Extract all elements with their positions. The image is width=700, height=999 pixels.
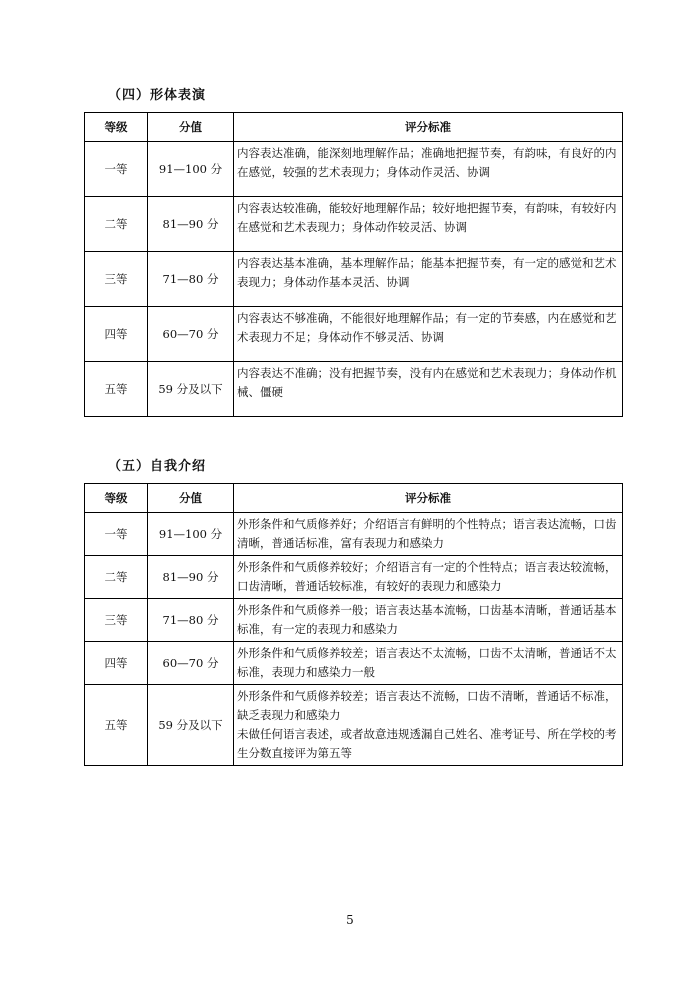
self-introduction-grading-table [84,483,623,766]
score-cell: 81—90 分 [148,556,234,599]
table-row [85,252,623,307]
header-score: 分值 [148,484,234,513]
header-grade: 等级 [85,113,148,142]
score-cell: 60—70 分 [148,307,234,362]
page-number: 5 [346,913,354,927]
grade-cell: 四等 [85,307,148,362]
score-cell: 91—100 分 [148,513,234,556]
criteria-cell: 内容表达准确，能深刻地理解作品；准确地把握节奏，有韵味，有良好的内在感觉，较强的艺术表现力；身体动作灵活、协调 [234,142,623,197]
score-cell: 81—90 分 [148,197,234,252]
score-cell: 59 分及以下 [148,362,234,417]
header-criteria: 评分标准 [234,113,623,142]
criteria-cell: 外形条件和气质修养较差；语言表达不太流畅，口齿不太清晰，普通话不太标准，表现力和感染力一般 [234,642,623,685]
criteria-cell: 外形条件和气质修养一般；语言表达基本流畅，口齿基本清晰，普通话基本标准，有一定的表现力和感染力 [234,599,623,642]
grade-cell: 二等 [85,197,148,252]
criteria-cell: 内容表达基本准确，基本理解作品；能基本把握节奏，有一定的感觉和艺术表现力；身体动作基本灵活、协调 [234,252,623,307]
table-row [85,197,623,252]
header-score: 分值 [148,113,234,142]
criteria-cell: 外形条件和气质修养较好；介绍语言有一定的个性特点；语言表达较流畅，口齿清晰，普通话较标准，有较好的表现力和感染力 [234,556,623,599]
section-title-performance: （四）形体表演 [108,88,207,103]
table-row [85,685,623,766]
criteria-cell: 内容表达不够准确，不能很好地理解作品；有一定的节奏感，内在感觉和艺术表现力不足；身体动作不够灵活、协调 [234,307,623,362]
grade-cell: 五等 [85,685,148,766]
section-title-self-introduction: （五）自我介绍 [108,459,207,474]
criteria-cell: 内容表达不准确；没有把握节奏，没有内在感觉和艺术表现力；身体动作机械、僵硬 [234,362,623,417]
score-cell: 91—100 分 [148,142,234,197]
criteria-note: 未做任何语言表述，或者故意违规透漏自己姓名、准考证号、所在学校的考生分数直接评为第五等 [237,727,617,760]
grade-cell: 二等 [85,556,148,599]
table-row [85,142,623,197]
header-criteria: 评分标准 [234,484,623,513]
table-header-row [85,113,623,142]
score-cell: 59 分及以下 [148,685,234,766]
score-cell: 60—70 分 [148,642,234,685]
table-row [85,362,623,417]
table-row [85,556,623,599]
table-row [85,599,623,642]
table-row [85,307,623,362]
grade-cell: 一等 [85,513,148,556]
score-cell: 71—80 分 [148,599,234,642]
criteria-cell: 内容表达较准确，能较好地理解作品；较好地把握节奏，有韵味，有较好内在感觉和艺术表现力；身体动作较灵活、协调 [234,197,623,252]
header-grade: 等级 [85,484,148,513]
grade-cell: 五等 [85,362,148,417]
table-header-row [85,484,623,513]
score-cell: 71—80 分 [148,252,234,307]
grade-cell: 三等 [85,252,148,307]
table-row [85,513,623,556]
criteria-cell [234,685,623,766]
performance-grading-table [84,112,623,417]
grade-cell: 一等 [85,142,148,197]
criteria-text: 外形条件和气质修养较差；语言表达不流畅，口齿不清晰，普通话不标准，缺乏表现力和感染力 [237,689,617,722]
table-row [85,642,623,685]
grade-cell: 四等 [85,642,148,685]
grade-cell: 三等 [85,599,148,642]
criteria-cell: 外形条件和气质修养好；介绍语言有鲜明的个性特点；语言表达流畅，口齿清晰，普通话标准，富有表现力和感染力 [234,513,623,556]
